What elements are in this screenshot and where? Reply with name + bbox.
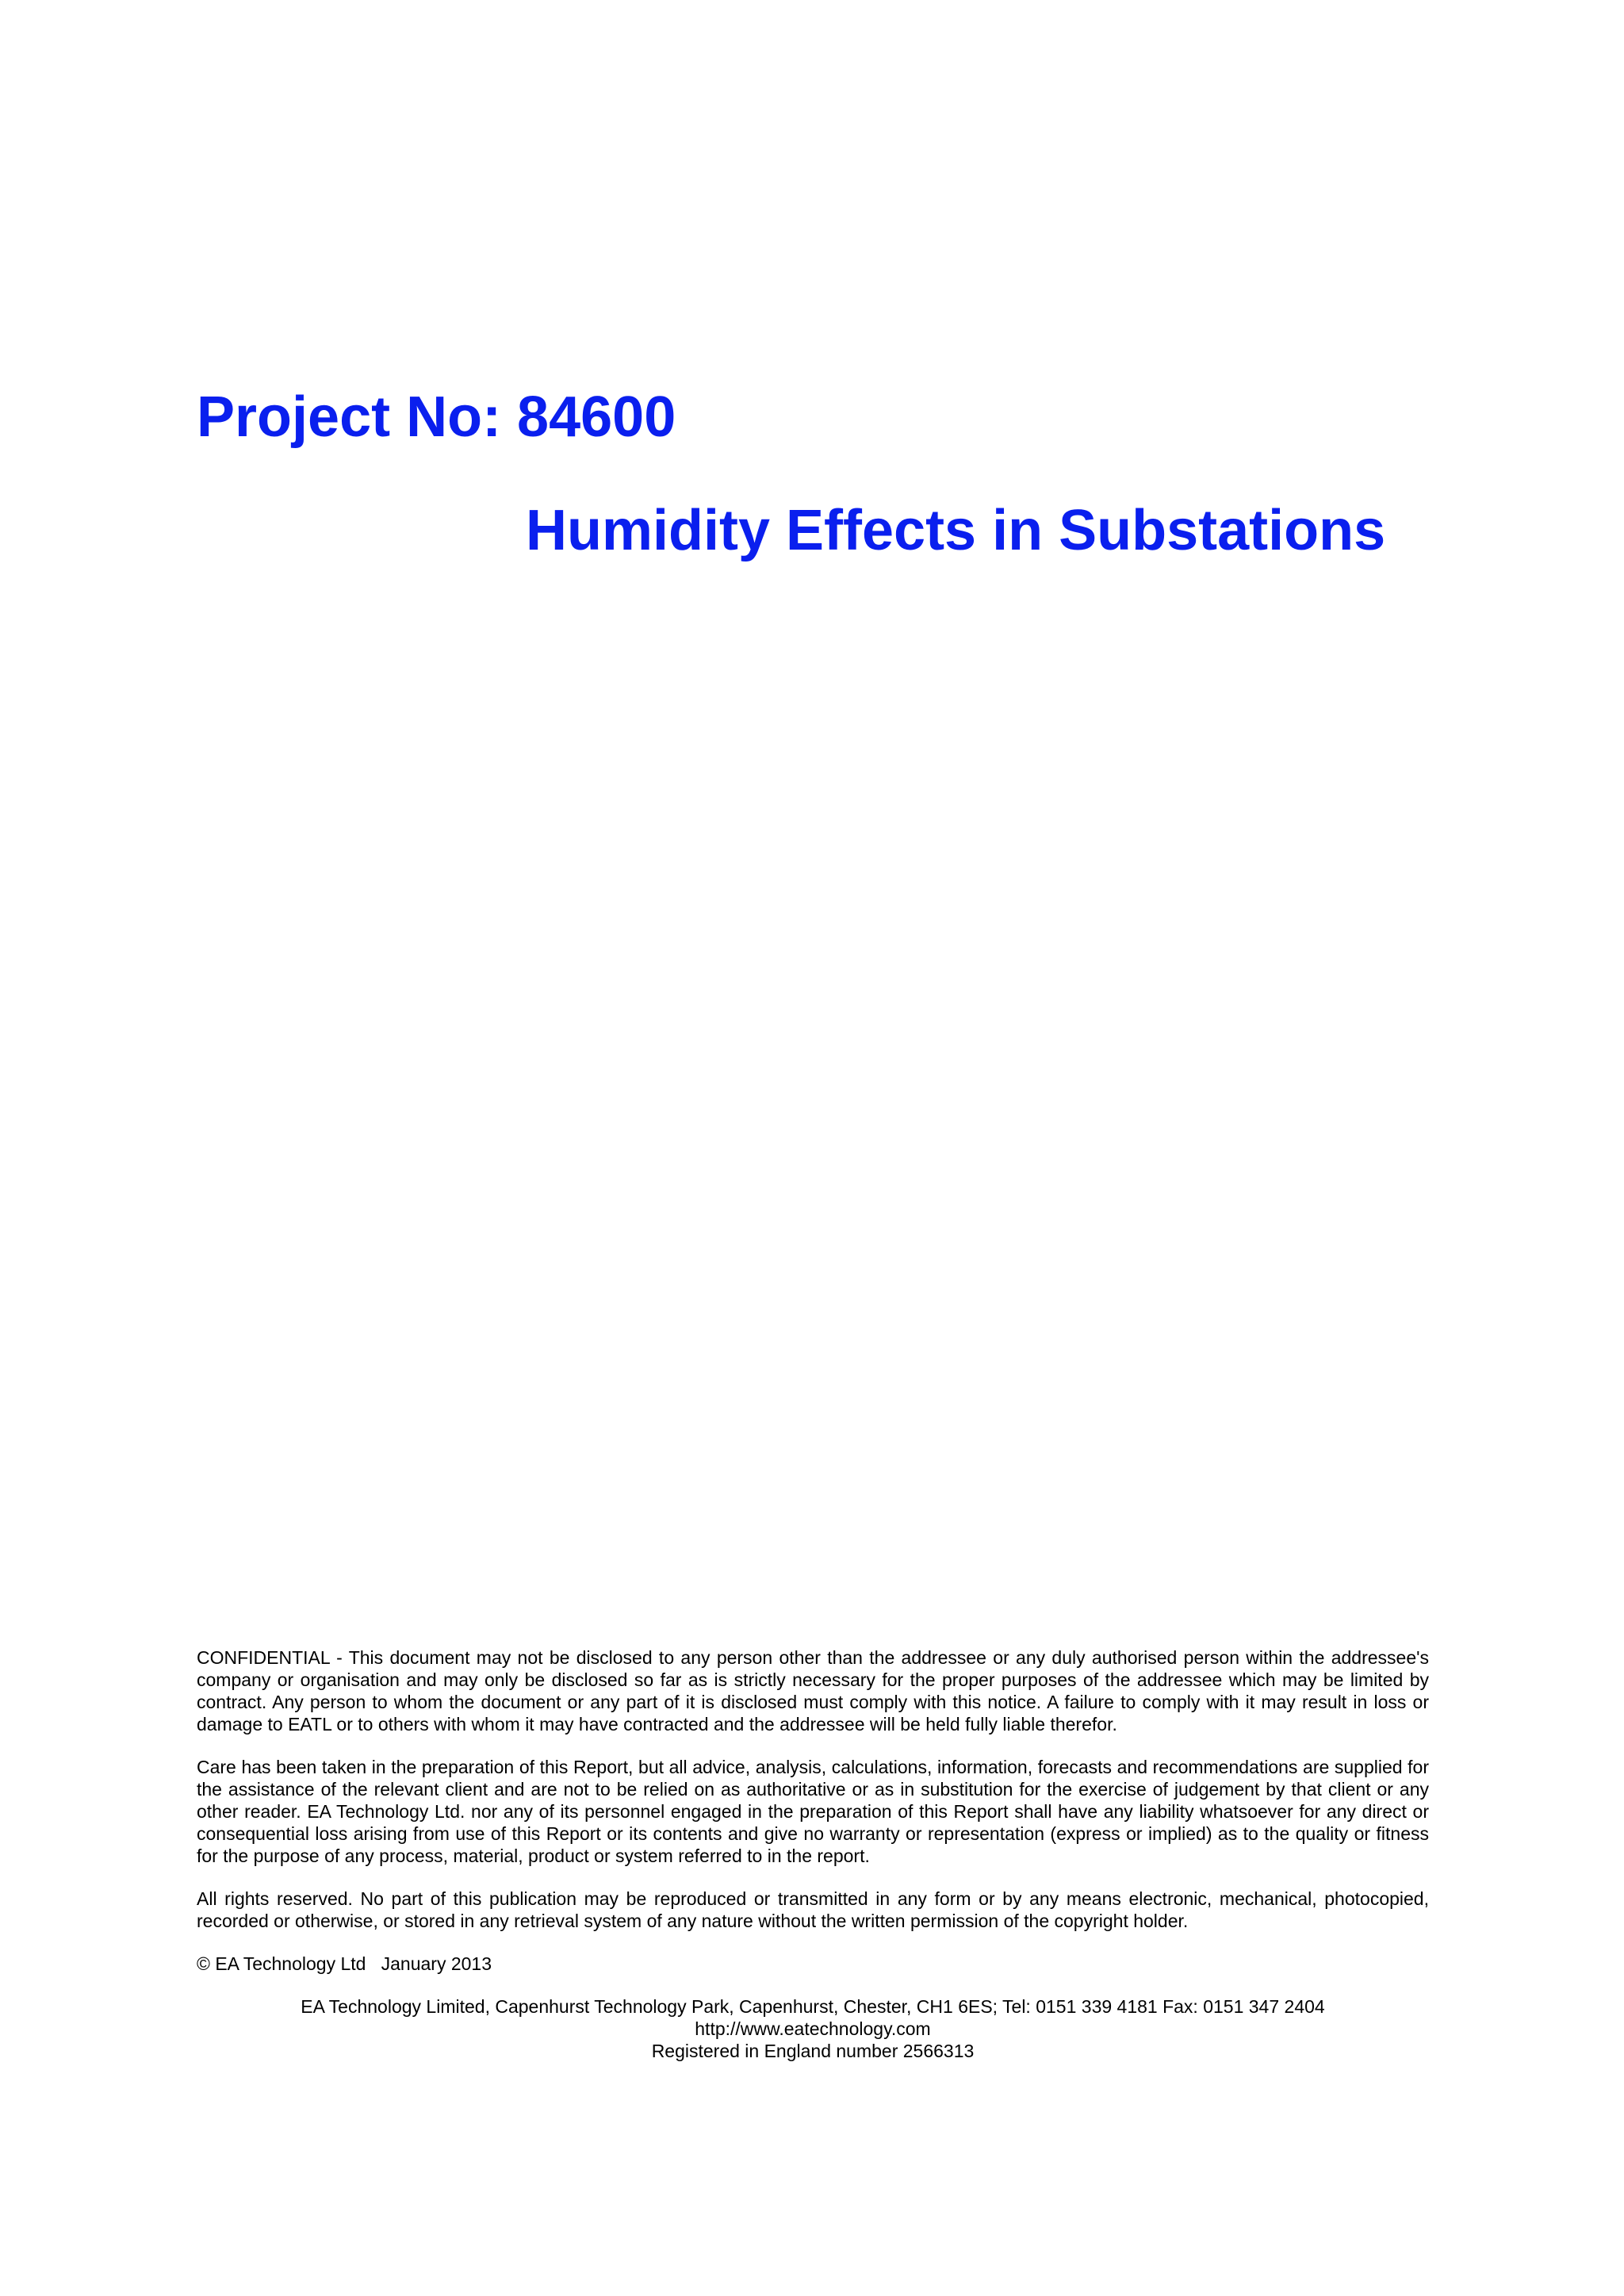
company-website[interactable]: http://www.eatechnology.com (695, 2018, 931, 2039)
disclaimer-notice: Care has been taken in the preparation of this Report, but all advice, analysis, calculations, information, forecasts and recommendations are supplied for the assistance of the relevant client and are not to be relied on as authoritative or as in substitution for the exercise of judgement by that client or any other reader. EA Technology Ltd. nor any of its personnel engaged in the preparation of this Report shall have any liability whatsoever for any direct or consequential loss arising from use of this Report or its contents and give no warranty or representation (express or implied) as to the quality or fitness for the purpose of any process, material, product or system referred to in the report. (197, 1757, 1429, 1866)
copyright-line: © EA Technology Ltd January 2013 (197, 1953, 492, 1974)
company-details (197, 1995, 1429, 2062)
company-address: EA Technology Limited, Capenhurst Technology Park, Capenhurst, Chester, CH1 6ES; Tel: 0151 339 4181 Fax: 0151 347 2404 (301, 1996, 1325, 2017)
document-title: Humidity Effects in Substations (526, 499, 1386, 562)
legal-notices (197, 1646, 1429, 2062)
project-number-heading: Project No: 84600 (197, 385, 676, 449)
confidential-notice: CONFIDENTIAL - This document may not be disclosed to any person other than the addressee or any duly authorised person within the addressee's company or organisation and may only be disclosed so far as is strictly necessary for the proper purposes of the addressee which may be limited by contract. Any person to whom the document or any part of it is disclosed must comply with this notice. A failure to comply with it may result in loss or damage to EATL or to others with whom it may have contracted and the addressee will be held fully liable therefor. (197, 1647, 1429, 1734)
company-registration: Registered in England number 2566313 (651, 2041, 975, 2061)
rights-notice: All rights reserved. No part of this publication may be reproduced or transmitted in any form or by any means electronic, mechanical, photocopied, recorded or otherwise, or stored in any retrieval system of any nature without the written permission of the copyright holder. (197, 1888, 1429, 1931)
